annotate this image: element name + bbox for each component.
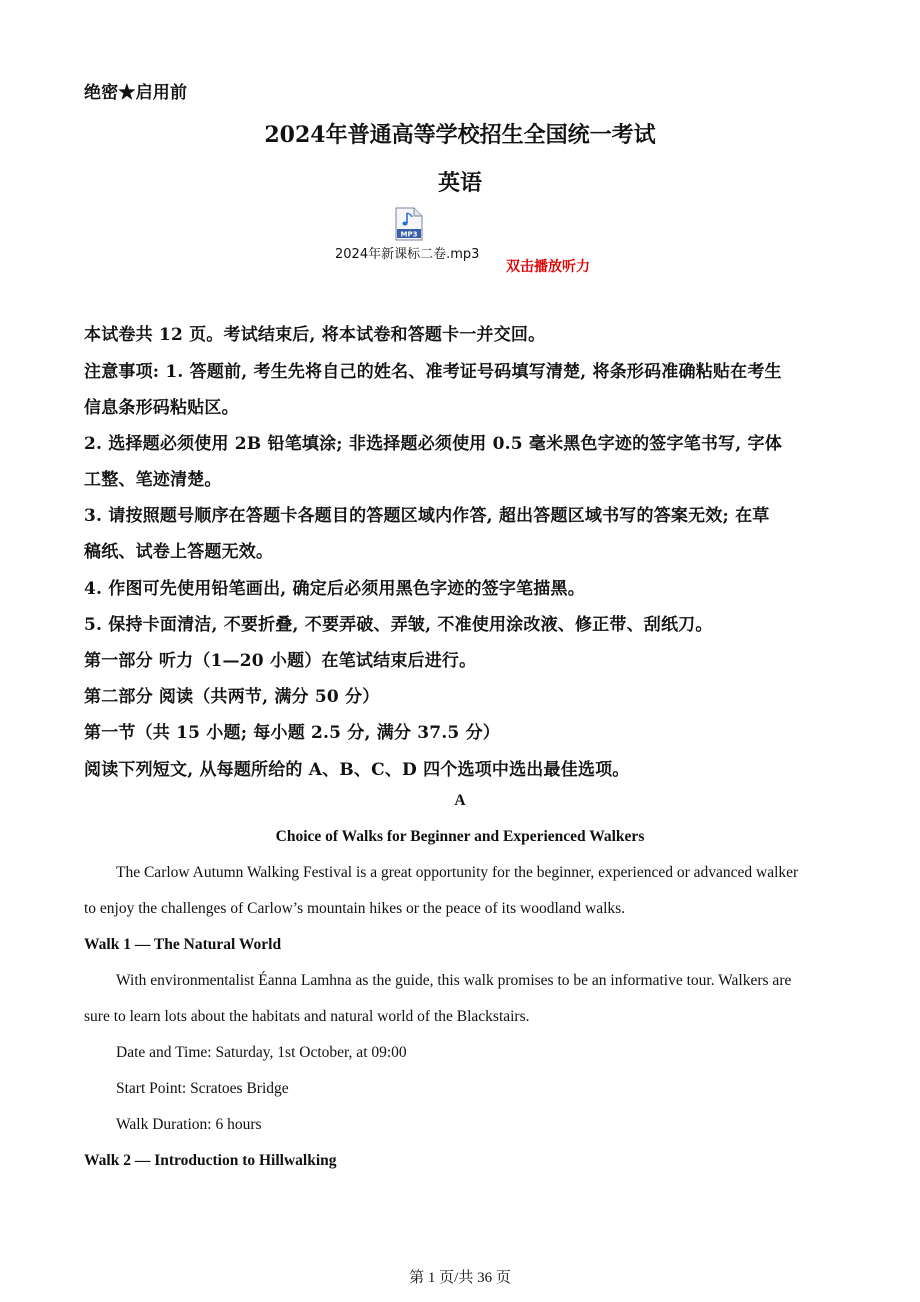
exam-title: 2024年普通高等学校招生全国统一考试 xyxy=(264,122,656,148)
notice-item-3-line-2: 稿纸、试卷上答题无效。 xyxy=(84,542,274,562)
notice-line-2: 信息条形码粘贴区。 xyxy=(84,398,239,418)
exam-intro: 本试卷共 12 页。考试结束后, 将本试卷和答题卡一并交回。 xyxy=(84,325,546,345)
notice-item-3-line-1: 3. 请按照题号顺序在答题卡各题目的答题区域内作答, 超出答题区域书写的答案无效; 在草 xyxy=(84,506,770,526)
notice-line-1: 注意事项: 1. 答题前, 考生先将自己的姓名、准考证号码填写清楚, 将条形码准确粘贴在考生 xyxy=(84,362,782,382)
part-2-heading: 第二部分 阅读（共两节, 满分 50 分） xyxy=(84,687,380,707)
walk-1-heading: Walk 1 — The Natural World xyxy=(84,936,282,953)
part-1-heading: 第一部分 听力（1—20 小题）在笔试结束后进行。 xyxy=(84,651,477,671)
confidential-label: 绝密★启用前 xyxy=(84,83,188,103)
subject-title: 英语 xyxy=(437,170,482,196)
walk-1-duration: Walk Duration: 6 hours xyxy=(116,1116,262,1133)
page-number: 第 1 页/共 36 页 xyxy=(409,1270,511,1286)
walk-2-heading: Walk 2 — Introduction to Hillwalking xyxy=(84,1152,337,1169)
reading-directions: 阅读下列短文, 从每题所给的 A、B、C、D 四个选项中选出最佳选项。 xyxy=(84,760,630,780)
passage-label: A xyxy=(454,792,466,809)
mp3-file-icon[interactable] xyxy=(394,207,424,241)
notice-item-5: 5. 保持卡面清洁, 不要折叠, 不要弄破、弄皱, 不准使用涂改液、修正带、刮纸刀。 xyxy=(84,615,713,635)
notice-item-2-line-2: 工整、笔迹清楚。 xyxy=(84,470,222,490)
passage-intro-line-2: to enjoy the challenges of Carlow’s mountain hikes or the peace of its woodland walks. xyxy=(84,900,626,917)
walk-1-start-point: Start Point: Scratoes Bridge xyxy=(116,1080,289,1097)
walk-1-desc-line-1: With environmentalist Éanna Lamhna as the guide, this walk promises to be an informative tour. Walkers are xyxy=(116,972,792,989)
notice-item-4: 4. 作图可先使用铅笔画出, 确定后必须用黑色字迹的签字笔描黑。 xyxy=(84,579,585,599)
mp3-icon-label: MP3 xyxy=(400,230,418,239)
notice-item-2-line-1: 2. 选择题必须使用 2B 铅笔填涂; 非选择题必须使用 0.5 毫米黑色字迹的签字笔书写, 字体 xyxy=(84,434,782,454)
passage-title: Choice of Walks for Beginner and Experienced Walkers xyxy=(275,828,645,845)
section-1-heading: 第一节（共 15 小题; 每小题 2.5 分, 满分 37.5 分） xyxy=(84,723,500,743)
walk-1-desc-line-2: sure to learn lots about the habitats and natural world of the Blackstairs. xyxy=(84,1008,530,1025)
walk-1-date: Date and Time: Saturday, 1st October, at 09:00 xyxy=(116,1044,407,1061)
mp3-filename[interactable]: 2024年新课标二卷.mp3 xyxy=(335,247,480,262)
play-audio-hint: 双击播放听力 xyxy=(506,259,590,275)
passage-intro-line-1: The Carlow Autumn Walking Festival is a great opportunity for the beginner, experienced or advanced walker xyxy=(116,864,799,881)
